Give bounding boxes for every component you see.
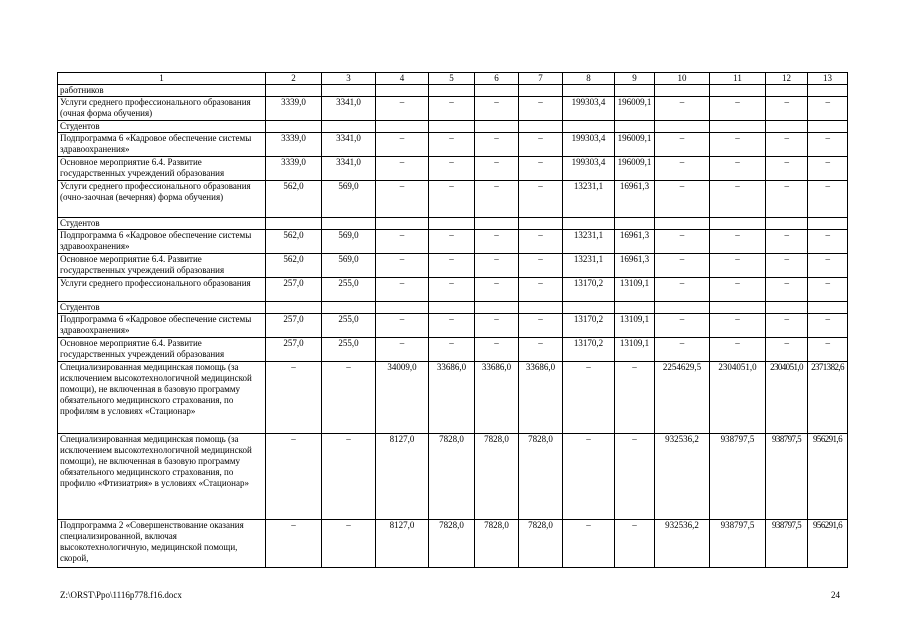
value-cell: 956291,6 — [808, 434, 848, 520]
value-cell: – — [655, 314, 710, 338]
value-cell — [615, 85, 655, 97]
value-cell: 13170,2 — [563, 278, 615, 302]
value-cell: – — [615, 520, 655, 568]
value-cell: 33686,0 — [429, 362, 475, 434]
value-cell: 196009,1 — [615, 133, 655, 157]
value-cell: – — [376, 338, 429, 362]
value-cell: – — [519, 278, 563, 302]
value-cell: – — [766, 181, 808, 218]
value-cell — [519, 121, 563, 133]
row-label: Основное мероприятие 6.4. Развитие государственных учреждений образования — [58, 338, 266, 362]
column-header: 2 — [266, 73, 322, 85]
value-cell: – — [808, 254, 848, 278]
value-cell: – — [519, 230, 563, 254]
value-cell: 956291,6 — [808, 520, 848, 568]
value-cell — [475, 218, 519, 230]
value-cell: – — [766, 314, 808, 338]
row-label: Специализированная медицинская помощь (за исключением высокотехнологичной медицинской помощи), не включенная в базовую программу обязательного медицинского страхования, по профилям в условиях «Стационар» — [58, 362, 266, 434]
value-cell — [429, 121, 475, 133]
value-cell — [266, 85, 322, 97]
value-cell: – — [429, 338, 475, 362]
value-cell — [655, 218, 710, 230]
value-cell: 3339,0 — [266, 157, 322, 181]
value-cell: 7828,0 — [475, 520, 519, 568]
value-cell: – — [376, 230, 429, 254]
value-cell: 569,0 — [322, 254, 376, 278]
value-cell: – — [808, 181, 848, 218]
value-cell — [266, 121, 322, 133]
value-cell: – — [710, 133, 766, 157]
value-cell: 16961,3 — [615, 254, 655, 278]
value-cell: 257,0 — [266, 314, 322, 338]
value-cell: 13109,1 — [615, 314, 655, 338]
section-row — [58, 218, 848, 230]
row-label: Студентов — [58, 121, 266, 133]
value-cell — [376, 121, 429, 133]
value-cell: – — [615, 434, 655, 520]
value-cell: 13109,1 — [615, 278, 655, 302]
value-cell: – — [322, 362, 376, 434]
row-label: Специализированная медицинская помощь (за исключением высокотехнологичной медицинской помощи), не включенная в базовую программу обязательного медицинского страхования, по профилю «Фтизиатрия» в условиях «Стационар» — [58, 434, 266, 520]
value-cell — [563, 302, 615, 314]
value-cell: 569,0 — [322, 230, 376, 254]
value-cell — [710, 302, 766, 314]
value-cell: 16961,3 — [615, 181, 655, 218]
value-cell: 199303,4 — [563, 157, 615, 181]
value-cell: 938797,5 — [766, 520, 808, 568]
value-cell: – — [519, 314, 563, 338]
value-cell: 196009,1 — [615, 97, 655, 121]
value-cell: – — [376, 157, 429, 181]
value-cell: – — [808, 157, 848, 181]
value-cell: – — [710, 254, 766, 278]
column-header: 12 — [766, 73, 808, 85]
section-row — [58, 302, 848, 314]
table-row — [58, 133, 848, 157]
value-cell: – — [429, 97, 475, 121]
value-cell — [266, 302, 322, 314]
value-cell: – — [519, 254, 563, 278]
value-cell: – — [766, 254, 808, 278]
value-cell: 3341,0 — [322, 157, 376, 181]
value-cell: – — [808, 314, 848, 338]
value-cell — [322, 121, 376, 133]
value-cell: – — [710, 157, 766, 181]
value-cell — [429, 218, 475, 230]
value-cell: 255,0 — [322, 314, 376, 338]
value-cell: – — [475, 133, 519, 157]
value-cell: 7828,0 — [429, 520, 475, 568]
value-cell: 199303,4 — [563, 97, 615, 121]
table-row — [58, 434, 848, 520]
value-cell: – — [475, 338, 519, 362]
table-row — [58, 181, 848, 218]
row-label: Основное мероприятие 6.4. Развитие государственных учреждений образования — [58, 157, 266, 181]
value-cell: 13231,1 — [563, 254, 615, 278]
data-table — [57, 72, 848, 568]
column-header: 7 — [519, 73, 563, 85]
table-row — [58, 254, 848, 278]
row-label: Подпрограмма 2 «Совершенствование оказания специализированной, включая высокотехнологичную, медицинской помощи, скорой, — [58, 520, 266, 568]
value-cell: – — [322, 520, 376, 568]
value-cell — [808, 121, 848, 133]
column-header: 8 — [563, 73, 615, 85]
row-label: Основное мероприятие 6.4. Развитие государственных учреждений образования — [58, 254, 266, 278]
value-cell: – — [266, 362, 322, 434]
section-row — [58, 85, 848, 97]
section-row — [58, 121, 848, 133]
row-label: Услуги среднего профессионального образования (очная форма обучения) — [58, 97, 266, 121]
column-header: 5 — [429, 73, 475, 85]
value-cell — [766, 302, 808, 314]
table-row — [58, 314, 848, 338]
value-cell — [563, 85, 615, 97]
row-label: Подпрограмма 6 «Кадровое обеспечение системы здравоохранения» — [58, 230, 266, 254]
value-cell: – — [519, 157, 563, 181]
value-cell: 16961,3 — [615, 230, 655, 254]
value-cell: 34009,0 — [376, 362, 429, 434]
value-cell — [322, 85, 376, 97]
page-number: 24 — [831, 590, 840, 600]
table-row — [58, 97, 848, 121]
value-cell — [475, 121, 519, 133]
value-cell: 8127,0 — [376, 520, 429, 568]
value-cell: 257,0 — [266, 338, 322, 362]
value-cell: 8127,0 — [376, 434, 429, 520]
value-cell: 938797,5 — [710, 434, 766, 520]
table-row — [58, 278, 848, 302]
row-label: Услуги среднего профессионального образования (очно-заочная (вечерняя) форма обучения) — [58, 181, 266, 218]
value-cell: – — [429, 230, 475, 254]
value-cell — [766, 218, 808, 230]
value-cell: 7828,0 — [475, 434, 519, 520]
value-cell: 938797,5 — [766, 434, 808, 520]
value-cell: – — [376, 314, 429, 338]
value-cell — [710, 121, 766, 133]
value-cell: – — [266, 434, 322, 520]
column-header: 4 — [376, 73, 429, 85]
value-cell: 938797,5 — [710, 520, 766, 568]
value-cell — [615, 121, 655, 133]
value-cell: – — [429, 254, 475, 278]
value-cell: – — [655, 230, 710, 254]
value-cell: 13231,1 — [563, 230, 615, 254]
value-cell: – — [766, 133, 808, 157]
value-cell — [766, 85, 808, 97]
value-cell: – — [766, 230, 808, 254]
value-cell — [808, 302, 848, 314]
column-header: 11 — [710, 73, 766, 85]
value-cell: – — [710, 338, 766, 362]
value-cell: – — [376, 181, 429, 218]
column-header: 6 — [475, 73, 519, 85]
value-cell: – — [429, 181, 475, 218]
value-cell: – — [429, 314, 475, 338]
value-cell: – — [766, 338, 808, 362]
value-cell: – — [655, 278, 710, 302]
value-cell: – — [655, 338, 710, 362]
row-label: работников — [58, 85, 266, 97]
value-cell — [519, 218, 563, 230]
value-cell: – — [322, 434, 376, 520]
value-cell: – — [655, 157, 710, 181]
header-row — [58, 73, 848, 85]
row-label: Услуги среднего профессионального образования — [58, 278, 266, 302]
value-cell — [376, 85, 429, 97]
value-cell: 7828,0 — [519, 434, 563, 520]
row-label: Студентов — [58, 218, 266, 230]
column-header: 1 — [58, 73, 266, 85]
value-cell: – — [519, 97, 563, 121]
value-cell: – — [563, 520, 615, 568]
value-cell: 255,0 — [322, 338, 376, 362]
value-cell — [655, 85, 710, 97]
table-row — [58, 362, 848, 434]
value-cell: – — [655, 181, 710, 218]
value-cell: – — [429, 157, 475, 181]
value-cell: 7828,0 — [519, 520, 563, 568]
value-cell: – — [808, 230, 848, 254]
value-cell: 562,0 — [266, 181, 322, 218]
row-label: Подпрограмма 6 «Кадровое обеспечение системы здравоохранения» — [58, 133, 266, 157]
value-cell: – — [710, 181, 766, 218]
value-cell: – — [655, 97, 710, 121]
value-cell: – — [376, 254, 429, 278]
value-cell: – — [475, 278, 519, 302]
value-cell: 13231,1 — [563, 181, 615, 218]
value-cell: 569,0 — [322, 181, 376, 218]
value-cell — [710, 85, 766, 97]
value-cell: – — [519, 181, 563, 218]
value-cell: – — [429, 278, 475, 302]
value-cell: 3339,0 — [266, 133, 322, 157]
value-cell — [322, 302, 376, 314]
value-cell: – — [655, 133, 710, 157]
value-cell: 2254629,5 — [655, 362, 710, 434]
value-cell: 562,0 — [266, 254, 322, 278]
value-cell — [655, 302, 710, 314]
value-cell: – — [475, 97, 519, 121]
value-cell: 932536,2 — [655, 434, 710, 520]
value-cell: – — [766, 278, 808, 302]
value-cell: 13109,1 — [615, 338, 655, 362]
column-header: 9 — [615, 73, 655, 85]
value-cell: – — [655, 254, 710, 278]
table-row — [58, 338, 848, 362]
value-cell: 33686,0 — [475, 362, 519, 434]
value-cell — [322, 218, 376, 230]
value-cell — [655, 121, 710, 133]
value-cell: – — [376, 278, 429, 302]
value-cell: 3339,0 — [266, 97, 322, 121]
value-cell: – — [376, 133, 429, 157]
value-cell: 2371382,6 — [808, 362, 848, 434]
value-cell: – — [615, 362, 655, 434]
value-cell: – — [475, 254, 519, 278]
value-cell: – — [808, 338, 848, 362]
value-cell: 196009,1 — [615, 157, 655, 181]
value-cell: – — [808, 133, 848, 157]
value-cell: 7828,0 — [429, 434, 475, 520]
document-path: Z:\ORST\Ppo\1116p778.f16.docx — [60, 590, 182, 600]
value-cell: 255,0 — [322, 278, 376, 302]
value-cell: 562,0 — [266, 230, 322, 254]
value-cell — [766, 121, 808, 133]
value-cell: 257,0 — [266, 278, 322, 302]
value-cell: – — [710, 97, 766, 121]
value-cell: 2304051,0 — [766, 362, 808, 434]
value-cell: – — [710, 230, 766, 254]
value-cell: – — [475, 157, 519, 181]
value-cell: 33686,0 — [519, 362, 563, 434]
value-cell: – — [475, 314, 519, 338]
value-cell: – — [475, 230, 519, 254]
value-cell — [266, 218, 322, 230]
value-cell — [808, 85, 848, 97]
value-cell — [519, 302, 563, 314]
value-cell: – — [710, 314, 766, 338]
row-label: Подпрограмма 6 «Кадровое обеспечение системы здравоохранения» — [58, 314, 266, 338]
value-cell: 13170,2 — [563, 338, 615, 362]
value-cell — [519, 85, 563, 97]
table-row — [58, 520, 848, 568]
value-cell: – — [808, 97, 848, 121]
value-cell: 13170,2 — [563, 314, 615, 338]
table-row — [58, 157, 848, 181]
value-cell: – — [766, 157, 808, 181]
value-cell — [475, 85, 519, 97]
value-cell: – — [519, 338, 563, 362]
value-cell — [710, 218, 766, 230]
value-cell: 199303,4 — [563, 133, 615, 157]
value-cell: 2304051,0 — [710, 362, 766, 434]
value-cell — [429, 85, 475, 97]
value-cell: 932536,2 — [655, 520, 710, 568]
value-cell: 3341,0 — [322, 133, 376, 157]
column-header: 13 — [808, 73, 848, 85]
value-cell: – — [563, 362, 615, 434]
value-cell: – — [563, 434, 615, 520]
value-cell: – — [766, 97, 808, 121]
value-cell: – — [808, 278, 848, 302]
value-cell: – — [519, 133, 563, 157]
value-cell: – — [266, 520, 322, 568]
value-cell — [808, 218, 848, 230]
value-cell: 3341,0 — [322, 97, 376, 121]
table-row — [58, 230, 848, 254]
value-cell — [376, 218, 429, 230]
value-cell: – — [429, 133, 475, 157]
value-cell — [615, 302, 655, 314]
column-header: 10 — [655, 73, 710, 85]
value-cell: – — [376, 97, 429, 121]
value-cell — [563, 218, 615, 230]
value-cell: – — [710, 278, 766, 302]
row-label: Студентов — [58, 302, 266, 314]
value-cell — [376, 302, 429, 314]
column-header: 3 — [322, 73, 376, 85]
value-cell — [429, 302, 475, 314]
value-cell: – — [475, 181, 519, 218]
value-cell — [615, 218, 655, 230]
value-cell — [563, 121, 615, 133]
value-cell — [475, 302, 519, 314]
